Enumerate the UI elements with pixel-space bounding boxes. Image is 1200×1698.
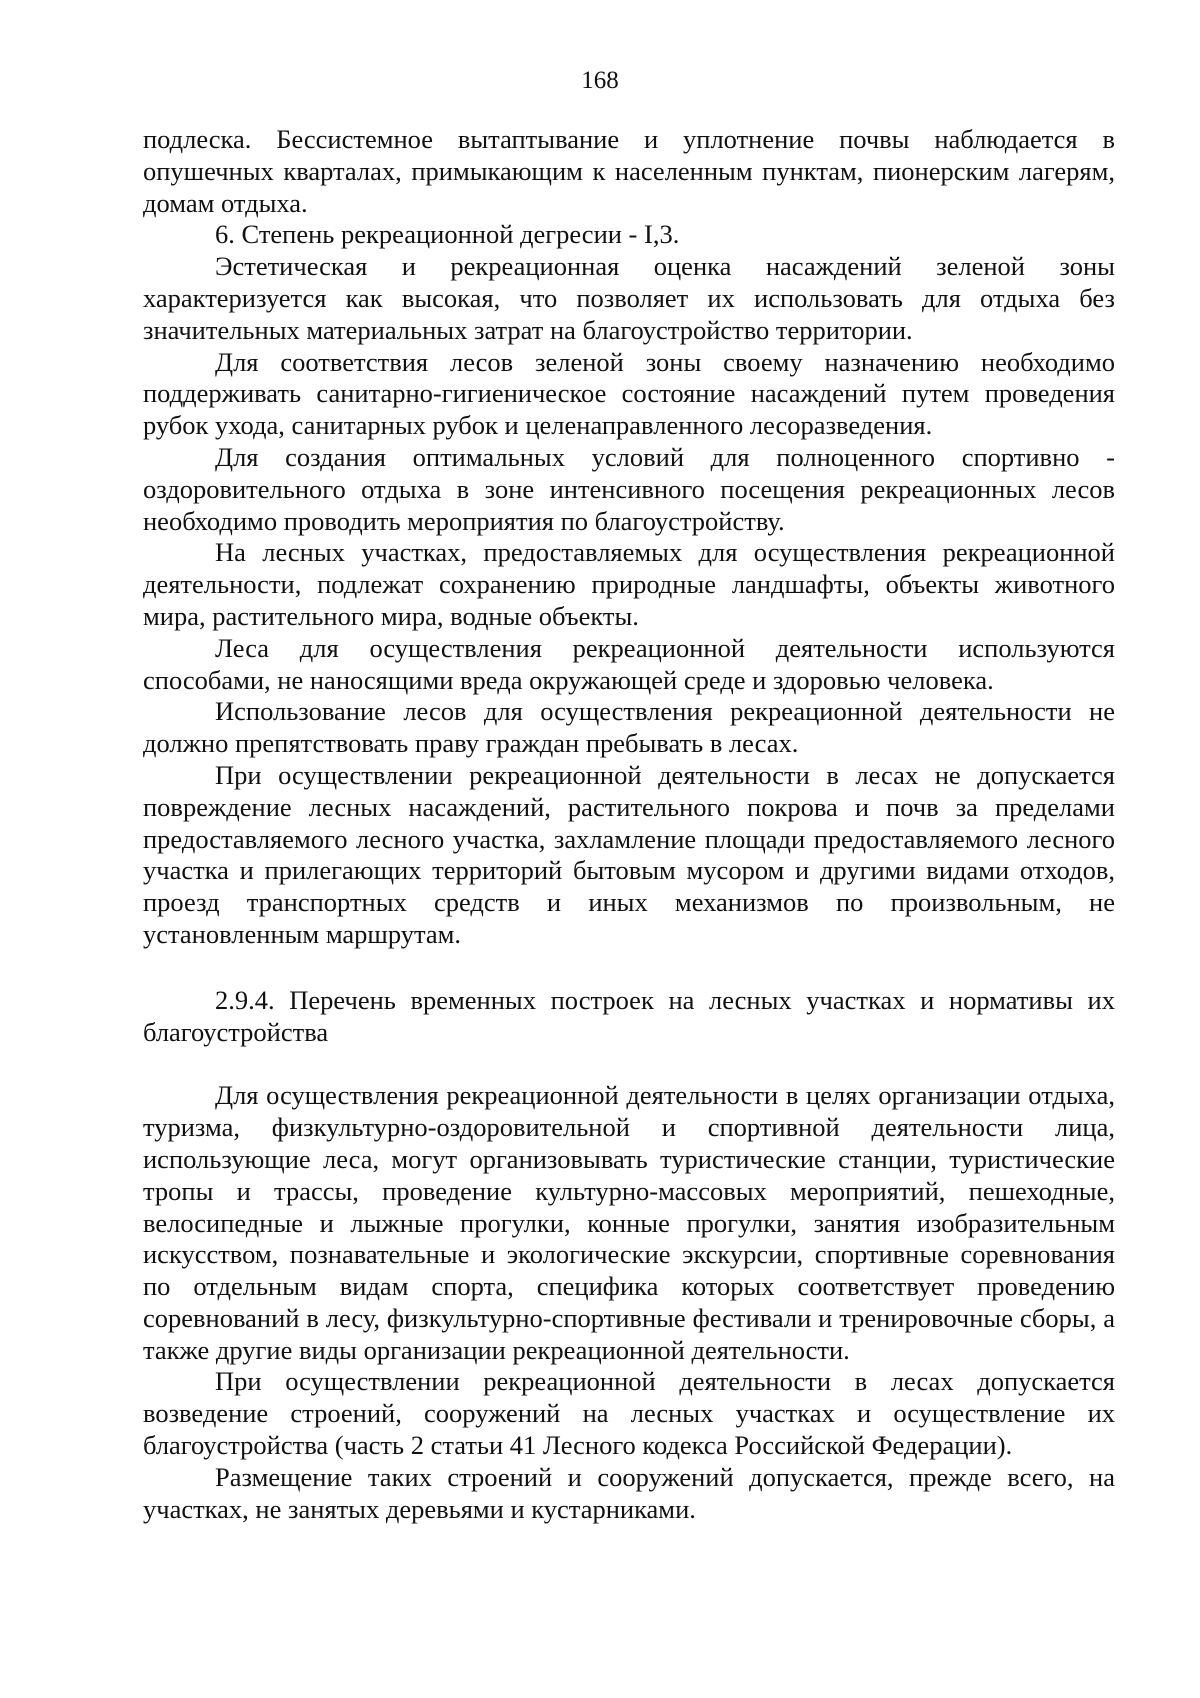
section-heading: 2.9.4. Перечень временных построек на лесных участках и нормативы их благоустройства [143, 984, 1115, 1047]
paragraph-placement-rules: Размещение таких строений и сооружений допускается, прежде всего, на участках, не занятых деревьями и кустарниками. [143, 1461, 1115, 1524]
paragraph-citizen-rights: Использование лесов для осуществления рекреационной деятельности не должно препятствовать праву граждан пребывать в лесах. [143, 696, 1115, 759]
document-body [143, 124, 1115, 1525]
paragraph-landscape-preservation: На лесных участках, предоставляемых для осуществления рекреационной деятельности, подлежат сохранению природные ландшафты, объекты животного мира, растительного мира, водные объекты. [143, 537, 1115, 631]
paragraph-recreational-activities: Для осуществления рекреационной деятельности в целях организации отдыха, туризма, физкультурно-оздоровительной и спортивной деятельности лица, использующие леса, могут организовывать туристические станции, туристические тропы и трассы, проведение культурно-массовых мероприятий, пешеходные, велосипедные и лыжные прогулки, конные прогулки, занятия изобразительным искусством, познавательные и экологические экскурсии, спортивные соревнования по отдельным видам спорта, специфика которых соответствует проведению соревнований в лесу, физкультурно-спортивные фестивали и тренировочные сборы, а также другие виды организации рекреационной деятельности. [143, 1080, 1115, 1365]
paragraph-restrictions: При осуществлении рекреационной деятельности в лесах не допускается повреждение лесных насаждений, растительного покрова и почв за пределами предоставляемого лесного участка, захламление площади предоставляемого лесного участка и прилегающих территорий бытовым мусором и другими видами отходов, проезд транспортных средств и иных механизмов по произвольным, не установленным маршрутам. [143, 759, 1115, 949]
paragraph-continuation: подлеска. Бессистемное вытаптывание и уплотнение почвы наблюдается в опушечных кварталах, примыкающим к населенным пунктам, пионерским лагерям, домам отдыха. [143, 124, 1115, 218]
page-number: 168 [581, 67, 619, 94]
paragraph-optimal-conditions: Для создания оптимальных условий для полноценного спортивно - оздоровительного отдыха в зоне интенсивного посещения рекреационных лесов необходимо проводить мероприятия по благоустройству. [143, 441, 1115, 536]
paragraph-usage-methods: Леса для осуществления рекреационной деятельности используются способами, не наносящими вреда окружающей среде и здоровью человека. [143, 632, 1115, 695]
heading-spacer [143, 1048, 1115, 1080]
paragraph-construction-permission: При осуществлении рекреационной деятельности в лесах допускается возведение строений, сооружений на лесных участках и осуществление их благоустройства (часть 2 статьи 41 Лесного кодекса Российской Федерации). [143, 1366, 1115, 1461]
paragraph-recreation-degression: 6. Степень рекреационной дегресии - I,3. [215, 219, 680, 250]
paragraph-aesthetic-assessment: Эстетическая и рекреационная оценка насаждений зеленой зоны характеризуется как высокая, что позволяет их использовать для отдыха без значительных материальных затрат на благоустройство территории. [143, 251, 1115, 345]
paragraph-sanitary-condition: Для соответствия лесов зеленой зоны своему назначению необходимо поддерживать санитарно-гигиеническое состояние насаждений путем проведения рубок ухода, санитарных рубок и целенаправленного лесоразведения. [143, 346, 1115, 441]
section-spacer [143, 951, 1115, 985]
